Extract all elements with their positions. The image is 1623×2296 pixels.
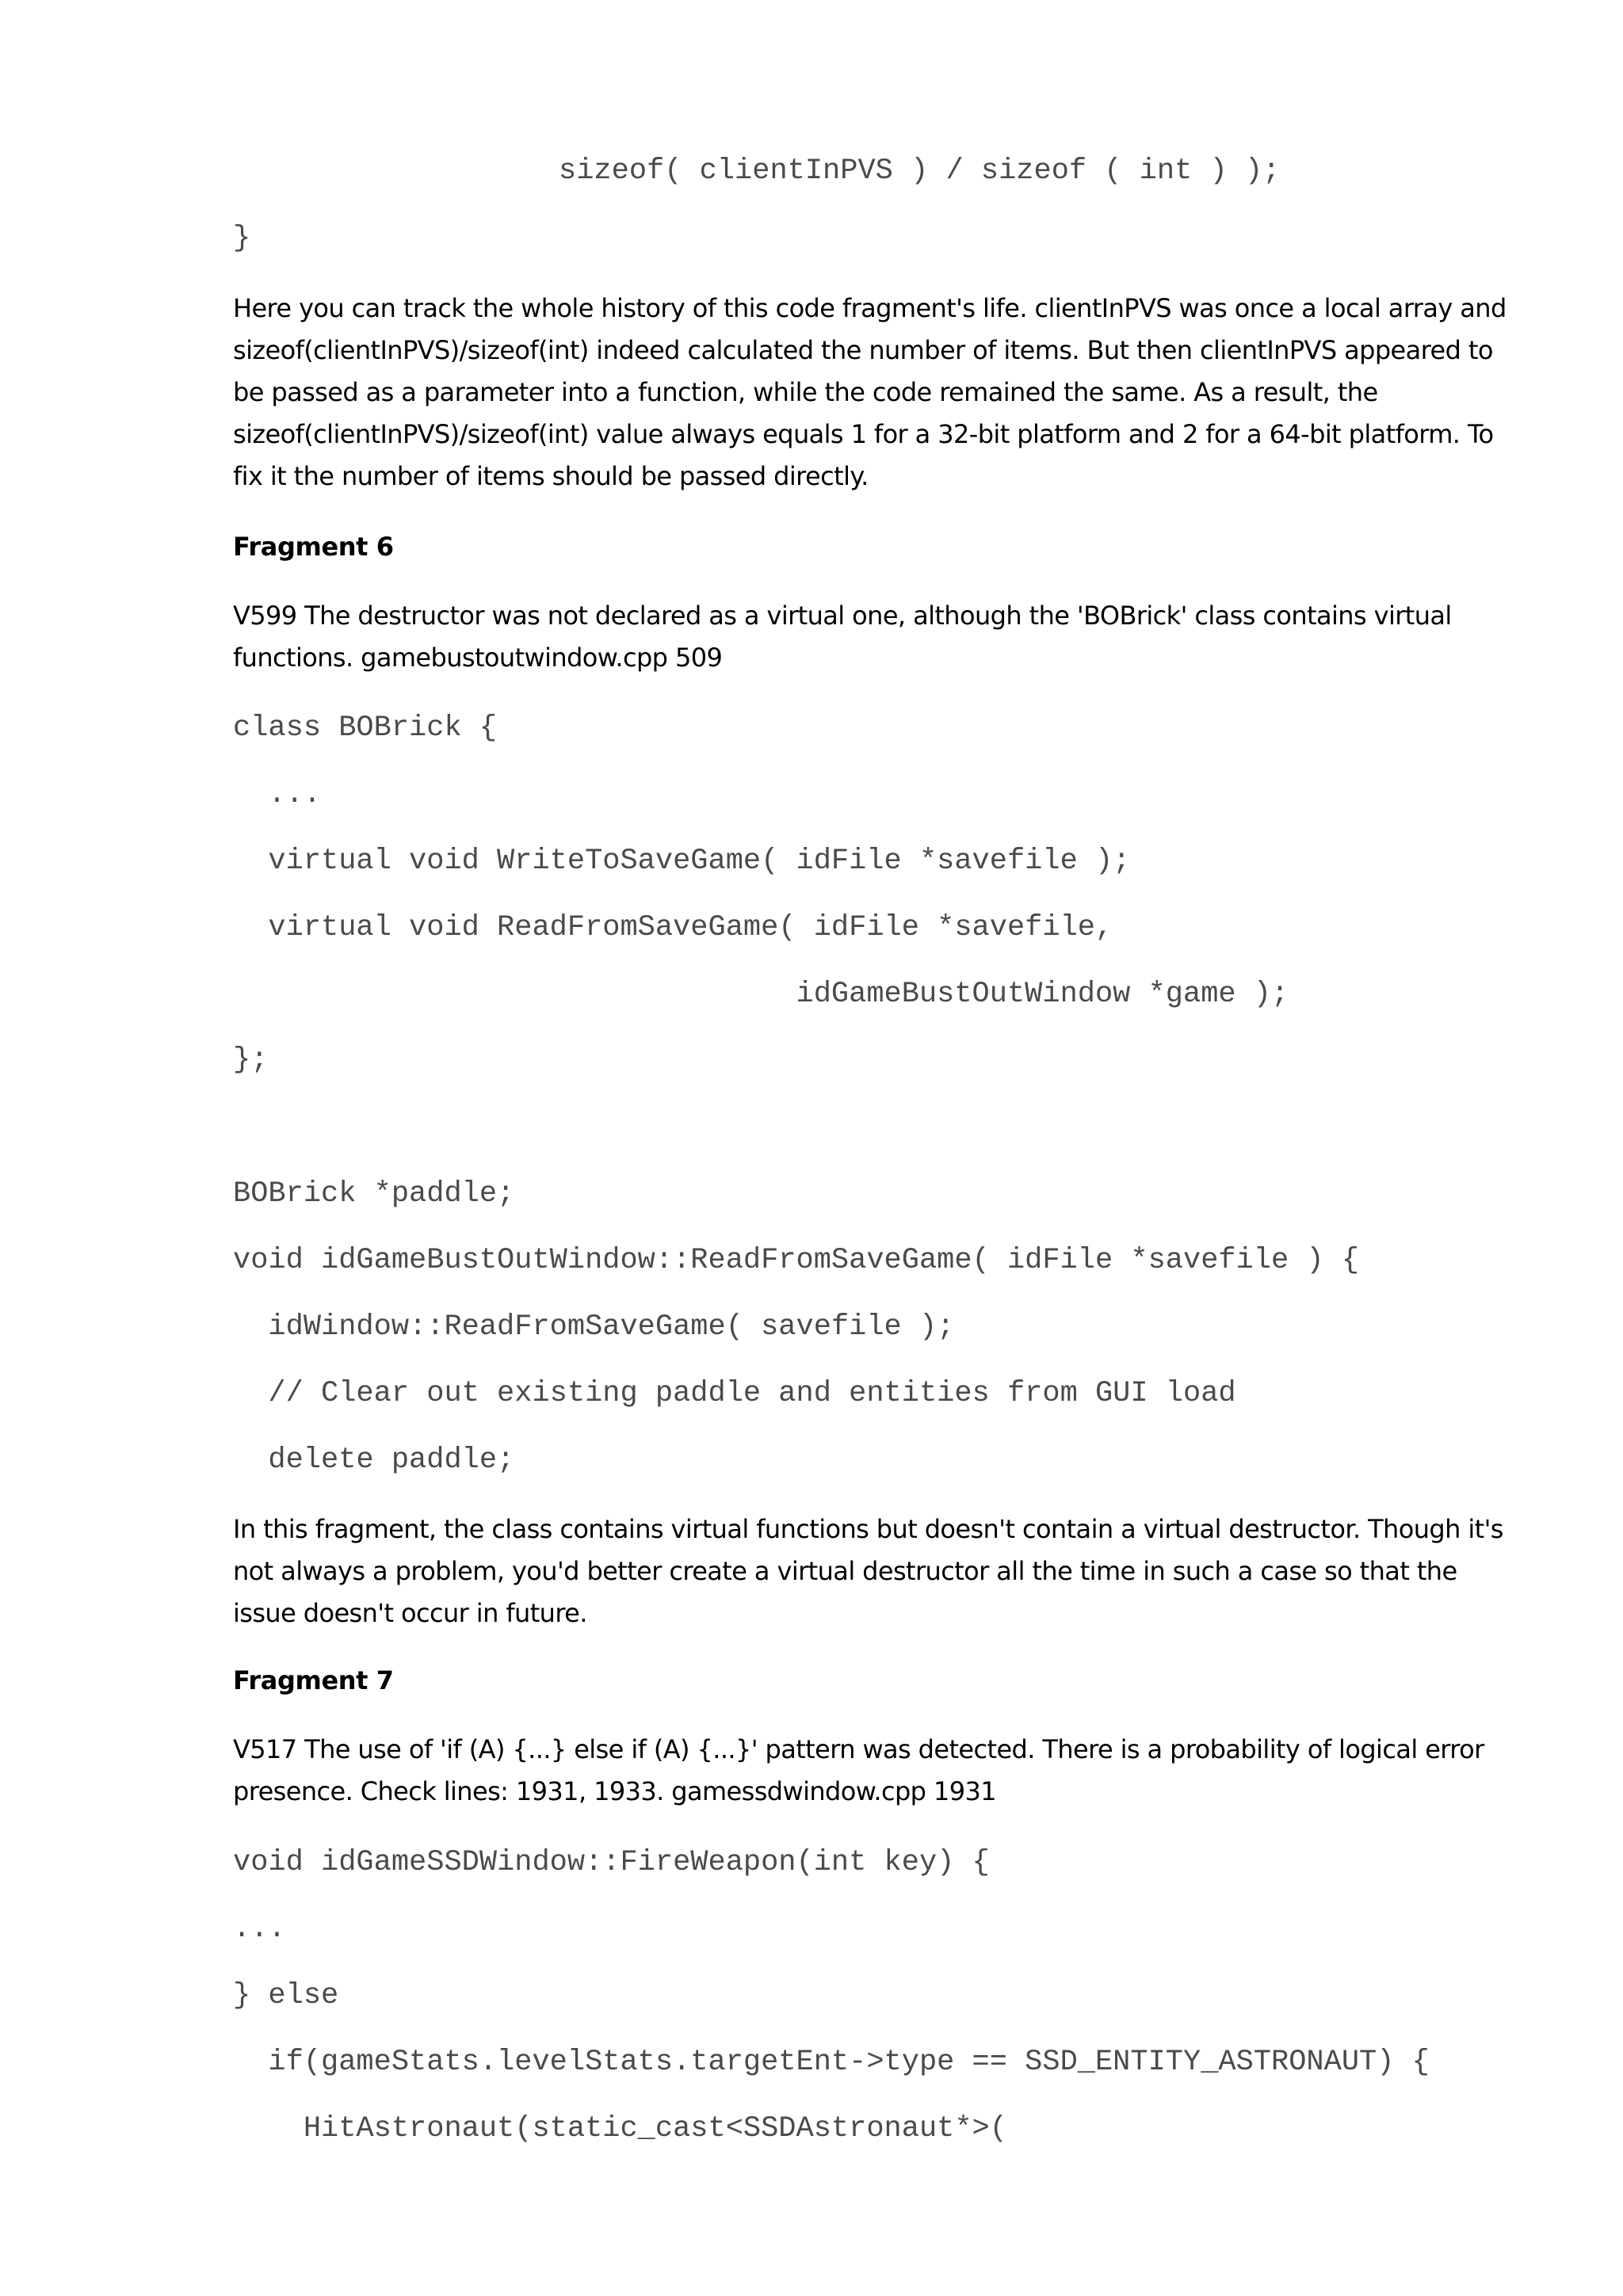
code-line: sizeof( clientInPVS ) / sizeof ( int ) );	[559, 154, 1281, 188]
code-line: void idGameSSDWindow::FireWeapon(int key) {	[233, 1846, 990, 1879]
body-paragraph: Here you can track the whole history of this code fragment's life. clientInPVS was once a local array and sizeof(clientInPVS)/sizeof(int) indeed calculated the number of items. But then clientInPVS appeared to be passed as a parameter into a function, while the code remained the same. As a result, the sizeof(clientInPVS)/sizeof(int) value always equals 1 for a 32-bit platform and 2 for a 64-bit platform. To fix it the number of items should be passed directly.	[233, 293, 1507, 491]
code-line: class BOBrick {	[233, 711, 498, 745]
diagnostic-message: V599 The destructor was not declared as a virtual one, although the 'BOBrick' class contains virtual functions. gamebustoutwindow.cpp 509	[233, 601, 1452, 673]
code-line: HitAstronaut(static_cast<SSDAstronaut*>(	[233, 2112, 1007, 2145]
code-line: idWindow::ReadFromSaveGame( savefile );	[233, 1310, 955, 1344]
code-line: ...	[233, 778, 322, 811]
code-line: delete paddle;	[233, 1444, 515, 1477]
section-heading: Fragment 6	[233, 532, 394, 562]
code-line: idGameBustOutWindow *game );	[233, 978, 1289, 1011]
code-line: // Clear out existing paddle and entities from GUI load	[233, 1377, 1236, 1410]
code-line: };	[233, 1043, 269, 1077]
section-heading: Fragment 7	[233, 1665, 394, 1695]
code-line: BOBrick *paddle;	[233, 1177, 515, 1211]
code-line: virtual void WriteToSaveGame( idFile *savefile );	[233, 845, 1131, 878]
code-line: virtual void ReadFromSaveGame( idFile *savefile,	[233, 911, 1113, 944]
code-line: ...	[233, 1913, 286, 1946]
code-line: void idGameBustOutWindow::ReadFromSaveGame( idFile *savefile ) {	[233, 1244, 1360, 1277]
code-line: }	[233, 222, 251, 255]
body-paragraph: In this fragment, the class contains virtual functions but doesn't contain a virtual destructor. Though it's not always a problem, you'd better create a virtual destructor all the time in such a case so that the issue doesn't occur in future.	[233, 1514, 1503, 1628]
code-line: if(gameStats.levelStats.targetEnt->type == SSD_ENTITY_ASTRONAUT) {	[233, 2046, 1430, 2079]
code-line: } else	[233, 1979, 339, 2012]
diagnostic-message: V517 The use of 'if (A) {...} else if (A) {...}' pattern was detected. There is a probability of logical error presence. Check lines: 1931, 1933. gamessdwindow.cpp 1931	[233, 1734, 1484, 1806]
